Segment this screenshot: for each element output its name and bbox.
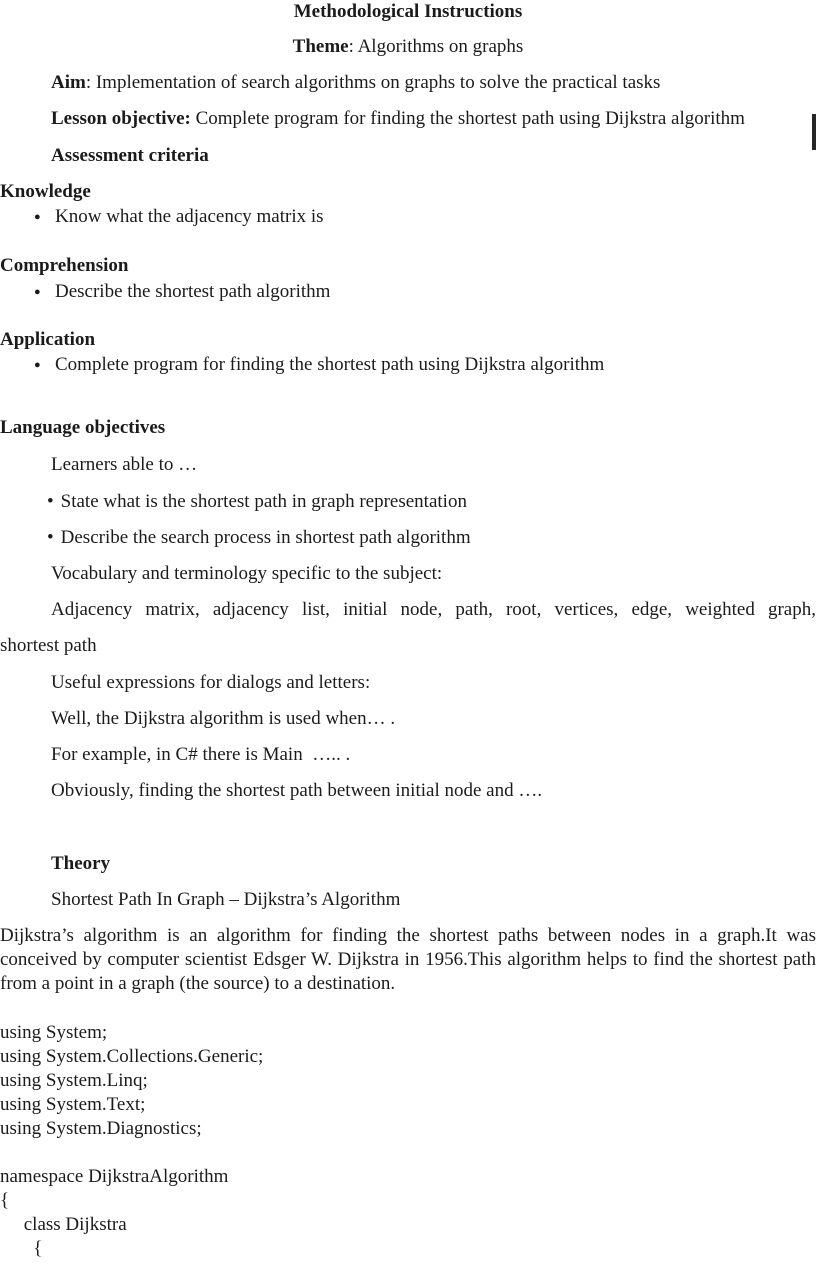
lesson-objective-line xyxy=(51,107,745,131)
expression-line-1: Well, the Dijkstra algorithm is used when… . xyxy=(51,708,396,729)
criteria-heading-comprehension: Comprehension xyxy=(0,255,129,276)
bullet-icon: • xyxy=(47,491,54,512)
bullet-icon: ● xyxy=(34,286,41,298)
criteria-heading-knowledge: Knowledge xyxy=(0,181,91,202)
bullet-icon: ● xyxy=(34,211,41,223)
expression-line-3: Obviously, finding the shortest path between initial node and …. xyxy=(51,780,543,801)
code-line: using System; xyxy=(0,1022,108,1043)
bullet-icon: • xyxy=(47,527,54,548)
objective-bullet-2 xyxy=(47,526,471,550)
objective-bullet-text: State what is the shortest path in graph representation xyxy=(60,491,467,512)
code-line: using System.Collections.Generic; xyxy=(0,1046,264,1067)
lesson-objective-text: Complete program for finding the shortest path using Dijkstra algorithm xyxy=(190,108,745,129)
objective-bullet-1 xyxy=(47,490,467,514)
learners-intro-line: Learners able to … xyxy=(51,454,198,475)
vocabulary-line-1: Adjacency matrix, adjacency list, initial node, path, root, vertices, edge, weighted graph, xyxy=(51,599,816,620)
theme-line xyxy=(0,35,816,59)
code-line: using System.Text; xyxy=(0,1094,146,1115)
objective-bullet-text: Describe the search process in shortest path algorithm xyxy=(60,527,471,548)
theme-text: : Algorithms on graphs xyxy=(348,36,524,57)
criteria-item-text: Complete program for finding the shortest path using Dijkstra algorithm xyxy=(55,354,605,375)
aim-line xyxy=(51,71,660,95)
criteria-item-text: Describe the shortest path algorithm xyxy=(55,281,331,302)
criteria-heading-application: Application xyxy=(0,329,96,350)
bullet-icon: ● xyxy=(34,359,41,371)
code-line: class Dijkstra xyxy=(0,1214,127,1235)
theory-paragraph: Dijkstra’s algorithm is an algorithm for finding the shortest paths between nodes in a graph.It was conceived by computer scientist Edsger W. Dijkstra in 1956.This algorithm helps to find the shortest path from a point in a graph (the source) to a destination. xyxy=(0,925,816,994)
expressions-intro-line: Useful expressions for dialogs and letters: xyxy=(51,672,371,693)
criteria-item-comprehension xyxy=(34,280,330,304)
page-title: Methodological Instructions xyxy=(293,1,523,22)
code-line: { xyxy=(0,1238,43,1259)
code-line-blank xyxy=(0,1141,816,1165)
criteria-item-application xyxy=(34,353,604,377)
vocabulary-line-2: shortest path xyxy=(0,635,97,656)
language-objectives-heading: Language objectives xyxy=(0,417,166,438)
scan-artifact-right-edge xyxy=(812,114,816,150)
assessment-criteria-heading: Assessment criteria xyxy=(51,145,209,166)
code-line: namespace DijkstraAlgorithm xyxy=(0,1166,229,1187)
aim-label: Aim xyxy=(51,72,86,93)
theme-label: Theme xyxy=(292,36,349,57)
expression-line-2: For example, in C# there is Main ….. . xyxy=(51,744,351,765)
theory-heading: Theory xyxy=(51,853,111,874)
code-line: using System.Diagnostics; xyxy=(0,1118,202,1139)
aim-text: : Implementation of search algorithms on graphs to solve the practical tasks xyxy=(85,72,661,93)
lesson-objective-label: Lesson objective: xyxy=(51,108,191,129)
theory-subtitle: Shortest Path In Graph – Dijkstra’s Algorithm xyxy=(51,889,401,910)
vocabulary-intro-line: Vocabulary and terminology specific to the subject: xyxy=(51,563,443,584)
code-line: using System.Linq; xyxy=(0,1070,148,1091)
code-block xyxy=(0,1021,816,1261)
criteria-item-knowledge xyxy=(34,205,324,229)
criteria-item-text: Know what the adjacency matrix is xyxy=(55,206,324,227)
code-line: { xyxy=(0,1190,10,1211)
